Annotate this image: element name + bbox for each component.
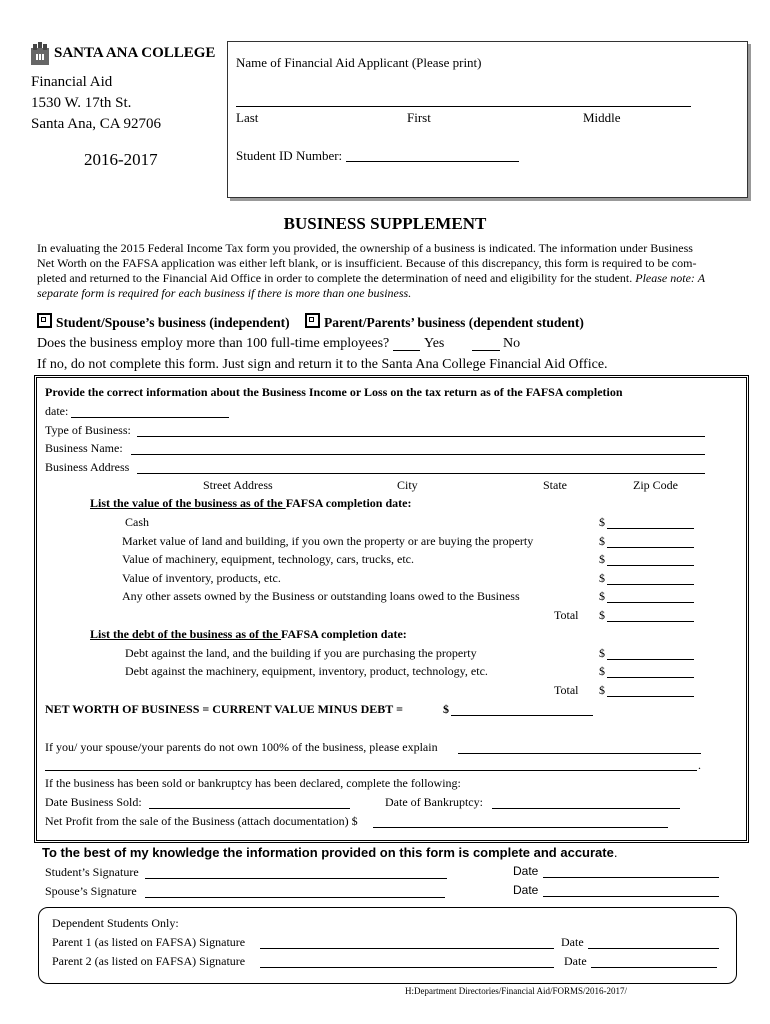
option-independent-label: Student/Spouse’s business (independent): [56, 315, 290, 330]
last-label: Last: [236, 110, 259, 125]
net-worth-field[interactable]: [451, 715, 593, 716]
machinery-debt-field[interactable]: [607, 677, 694, 678]
intro-line-4: separate form is required for each business if there is more than one business.: [37, 286, 412, 300]
date-bankruptcy-label: Date of Bankruptcy:: [385, 795, 483, 809]
academic-year: 2016-2017: [84, 150, 158, 169]
sold-intro: If the business has been sold or bankruptcy has been declared, complete the following:: [45, 776, 461, 790]
parent2-date-label: Date: [564, 954, 587, 968]
type-of-business-field[interactable]: [137, 436, 705, 437]
asset-total-field[interactable]: [607, 621, 694, 622]
debt-total-label: Total: [554, 683, 579, 697]
explain-period: .: [698, 758, 701, 772]
address-city: Santa Ana, CA 92706: [31, 116, 161, 132]
dollar-sign: $: [599, 683, 605, 697]
asset-land: Market value of land and building, if you own the property or are buying the property: [122, 534, 534, 548]
business-name-field[interactable]: [131, 454, 705, 455]
dollar-sign: $: [599, 646, 605, 660]
business-address-label: Business Address: [45, 460, 130, 474]
asset-cash: Cash: [125, 515, 149, 529]
footer-path: H:Department Directories/Financial Aid/FORMS/2016-2017/: [405, 986, 627, 996]
parent2-signature-label: Parent 2 (as listed on FAFSA) Signature: [52, 954, 246, 968]
ownership-explain-field-1[interactable]: [458, 753, 701, 754]
business-name-label: Business Name:: [45, 441, 123, 455]
dollar-sign: $: [599, 664, 605, 678]
debt-heading: [90, 627, 407, 642]
date-sold-label: Date Business Sold:: [45, 795, 142, 809]
intro-line-2: Net Worth on the FAFSA application was either left blank, or is insufficient. Because of this discrepancy, this form is required to be com-: [37, 256, 697, 270]
asset-machinery: Value of machinery, equipment, technology, cars, trucks, etc.: [122, 552, 415, 566]
type-of-business-label: Type of Business:: [45, 423, 131, 437]
applicant-name-field[interactable]: [236, 106, 691, 107]
certify-statement-bold: To the best of my knowledge the information provided on this form is complete and accurate: [42, 845, 614, 860]
dollar-sign: $: [599, 608, 605, 622]
debt-heading-underlined: List the debt of the business as of the: [90, 627, 282, 641]
student-signature-label: Student’s Signature: [45, 865, 139, 879]
option-dependent-label: Parent/Parents’ business (dependent student): [324, 315, 584, 330]
address-street: 1530 W. 17th St.: [31, 95, 132, 111]
debt-machinery: Debt against the machinery, equipment, inventory, product, technology, etc.: [125, 664, 488, 678]
net-profit-field[interactable]: [373, 827, 668, 828]
parent1-date-field[interactable]: [588, 948, 719, 949]
ownership-explain-field-2[interactable]: [45, 770, 697, 771]
asset-other: Any other assets owned by the Business or outstanding loans owed to the Business: [122, 589, 520, 603]
completion-date-field[interactable]: [71, 417, 229, 418]
net-profit-label: Net Profit from the sale of the Business (attach documentation) $: [45, 814, 358, 828]
college-name: SANTA ANA COLLEGE: [54, 45, 216, 61]
debt-heading-rest: FAFSA completion date:: [281, 627, 407, 641]
business-address-field[interactable]: [137, 473, 705, 474]
employees-question: Does the business employ more than 100 full-time employees?: [37, 336, 390, 351]
city-caption: City: [397, 478, 418, 492]
cash-amount-field[interactable]: [607, 528, 694, 529]
dependent-checkbox-icon[interactable]: [305, 313, 320, 328]
employees-instruction: If no, do not complete this form. Just sign and return it to the Santa Ana College Financial Aid Office.: [37, 357, 608, 372]
street-address-caption: Street Address: [203, 478, 273, 492]
dept-name: Financial Aid: [31, 74, 113, 90]
parent1-signature-field[interactable]: [260, 948, 554, 949]
zip-caption: Zip Code: [633, 478, 678, 492]
debt-land: Debt against the land, and the building if you are purchasing the property: [125, 646, 477, 660]
intro-line-1: In evaluating the 2015 Federal Income Tax form you provided, the ownership of a business is indicated. The information under Business: [37, 241, 693, 255]
spouse-signature-field[interactable]: [145, 897, 445, 898]
date-label: date:: [45, 404, 69, 418]
intro-line-3: [37, 271, 705, 286]
dollar-sign: $: [599, 552, 605, 566]
spouse-date-label: Date: [513, 883, 539, 897]
debt-total-field[interactable]: [607, 696, 694, 697]
land-amount-field[interactable]: [607, 547, 694, 548]
independent-checkbox-icon[interactable]: [37, 313, 52, 328]
parent2-date-field[interactable]: [591, 967, 717, 968]
form-title: BUSINESS SUPPLEMENT: [283, 214, 487, 233]
machinery-amount-field[interactable]: [607, 565, 694, 566]
option-independent[interactable]: [37, 313, 290, 331]
parent2-signature-field[interactable]: [260, 967, 554, 968]
yes-blank[interactable]: [393, 350, 420, 351]
state-caption: State: [543, 478, 567, 492]
student-date-field[interactable]: [543, 877, 719, 878]
ownership-explain-label: If you/ your spouse/your parents do not own 100% of the business, please explain: [45, 740, 438, 754]
other-assets-amount-field[interactable]: [607, 602, 694, 603]
dollar-sign: $: [599, 515, 605, 529]
land-debt-field[interactable]: [607, 659, 694, 660]
middle-label: Middle: [583, 110, 621, 125]
option-dependent[interactable]: [305, 313, 584, 331]
parent1-signature-label: Parent 1 (as listed on FAFSA) Signature: [52, 935, 246, 949]
applicant-name-label: Name of Financial Aid Applicant (Please print): [236, 55, 482, 70]
net-worth-label: NET WORTH OF BUSINESS = CURRENT VALUE MINUS DEBT =: [45, 702, 403, 716]
certify-statement: [42, 845, 617, 860]
value-heading: [90, 496, 411, 511]
yes-label: Yes: [424, 336, 445, 351]
student-id-field[interactable]: [346, 161, 519, 162]
date-sold-field[interactable]: [149, 808, 350, 809]
spouse-date-field[interactable]: [543, 896, 719, 897]
spouse-signature-label: Spouse’s Signature: [45, 884, 137, 898]
student-date-label: Date: [513, 864, 539, 878]
asset-inventory: Value of inventory, products, etc.: [122, 571, 281, 585]
no-label: No: [503, 336, 521, 351]
certify-statement-end: .: [613, 845, 618, 860]
value-heading-underlined: List the value of the business as of the: [90, 496, 286, 510]
business-section-box: [36, 377, 747, 841]
first-label: First: [407, 110, 431, 125]
value-heading-rest: FAFSA completion date:: [285, 496, 412, 510]
parent1-date-label: Date: [561, 935, 584, 949]
no-blank[interactable]: [472, 350, 500, 351]
dependent-heading: Dependent Students Only:: [52, 916, 179, 930]
intro-note-start: Please note: A: [635, 271, 706, 285]
college-logo-icon: [30, 42, 50, 66]
inventory-amount-field[interactable]: [607, 584, 694, 585]
intro-line-3-text: pleted and returned to the Financial Aid Office in order to complete the determination of need and eligibility for the student.: [37, 271, 636, 285]
dollar-sign: $: [599, 589, 605, 603]
dollar-sign: $: [599, 534, 605, 548]
date-bankruptcy-field[interactable]: [492, 808, 680, 809]
dollar-sign: $: [599, 571, 605, 585]
asset-total-label: Total: [554, 608, 579, 622]
student-id-label: Student ID Number:: [236, 148, 343, 163]
net-worth-dollar: $: [443, 702, 449, 716]
student-signature-field[interactable]: [145, 878, 447, 879]
section-heading: Provide the correct information about the Business Income or Loss on the tax return as of the FAFSA completion: [45, 385, 623, 399]
